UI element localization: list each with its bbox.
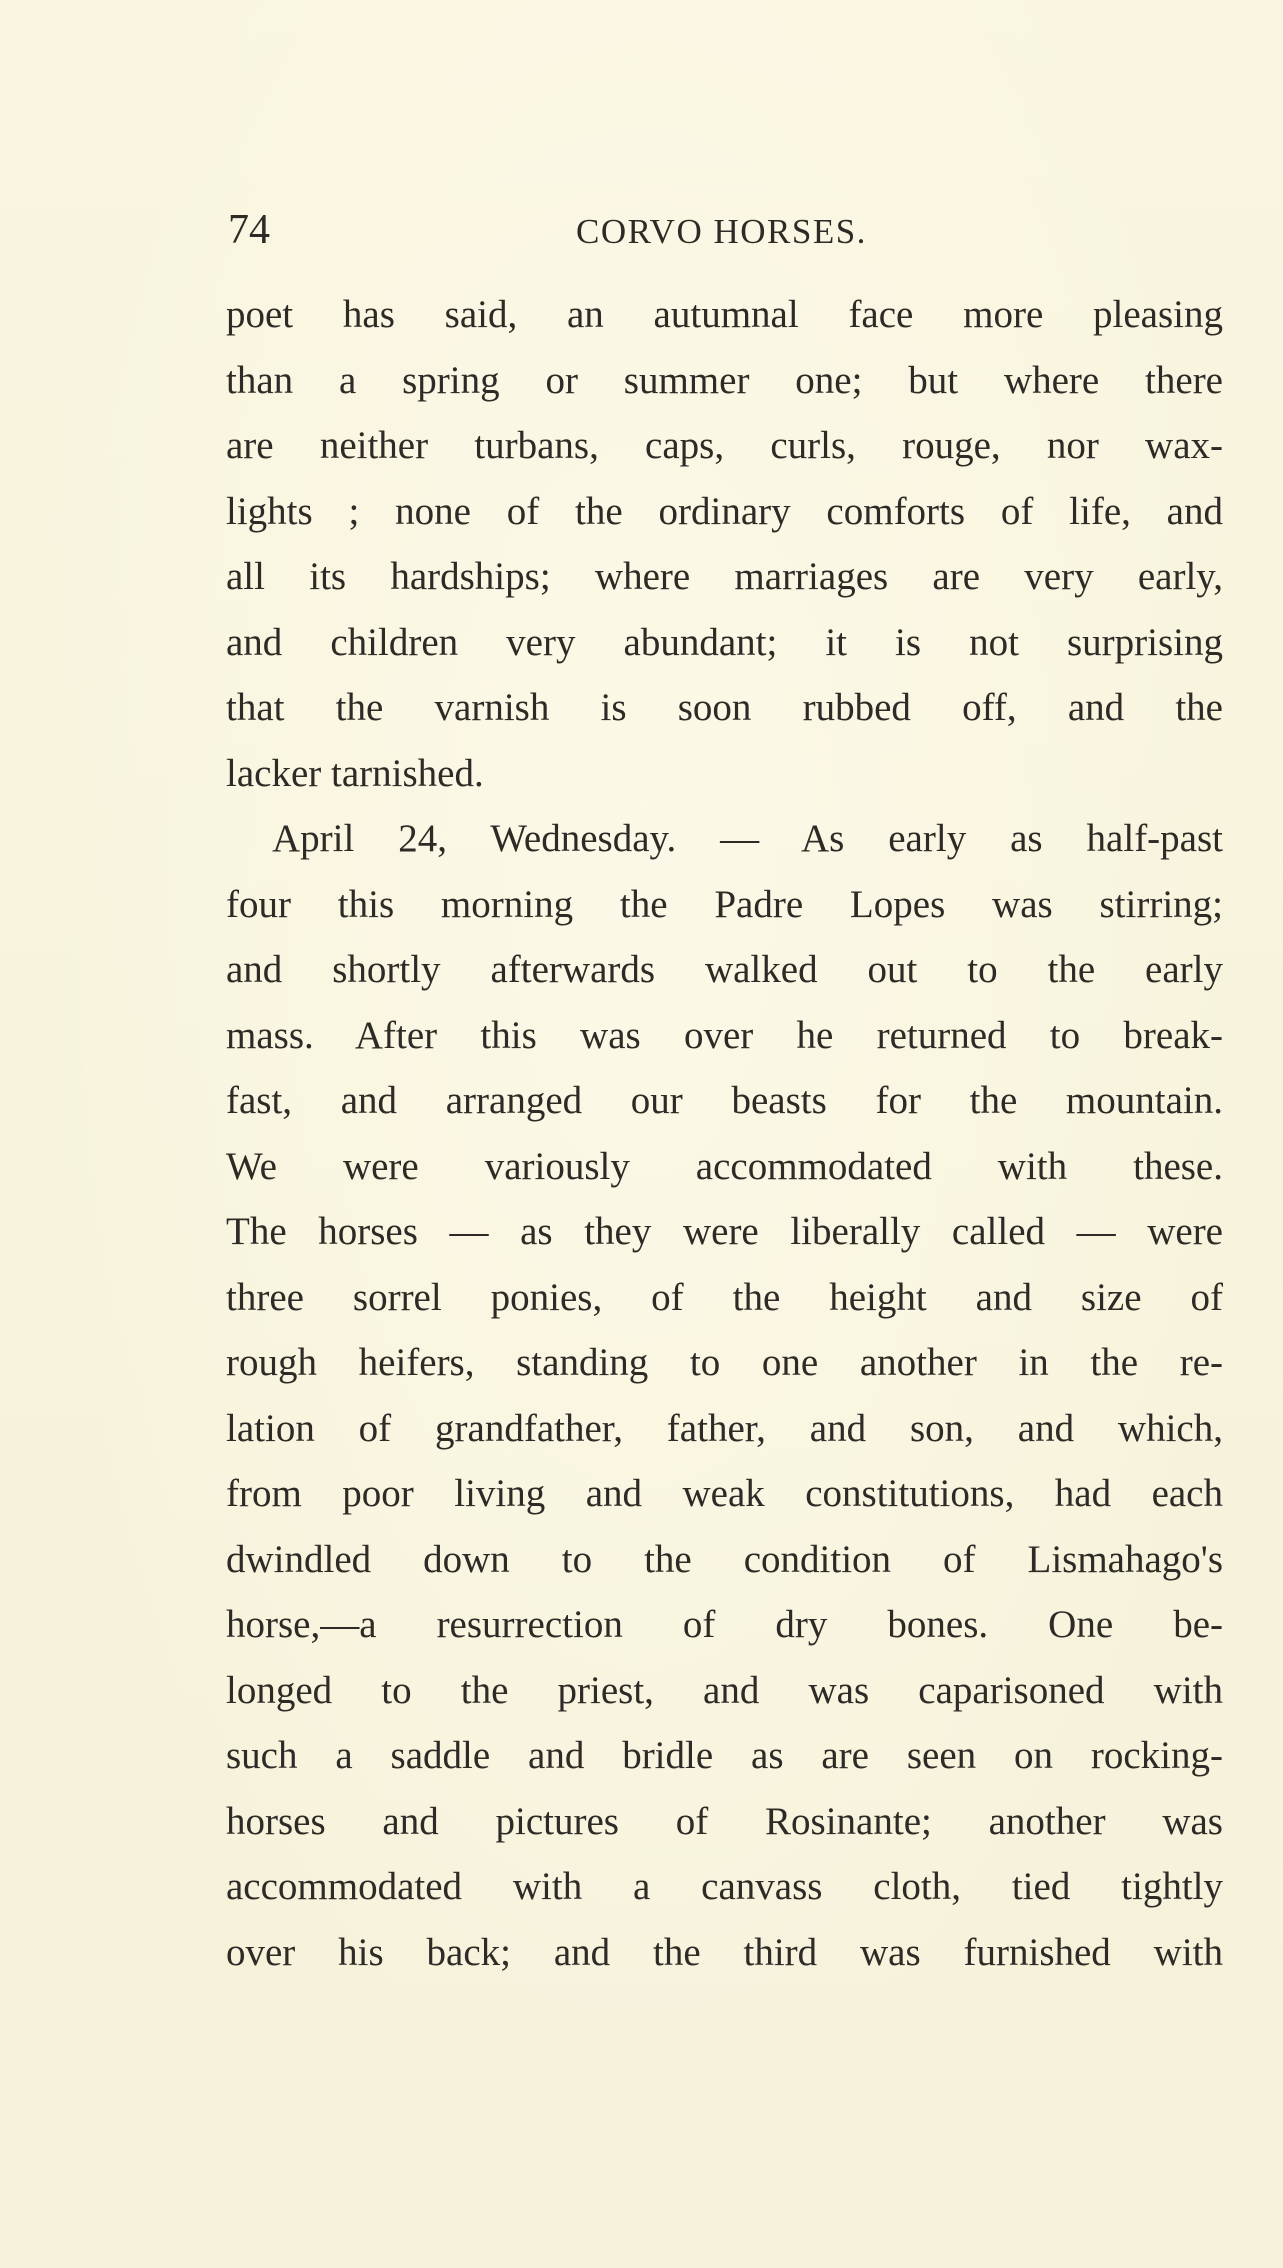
text-line: rough heifers, standing to one another in the re- xyxy=(226,1341,1223,1384)
text-line: and children very abundant; it is not surprising xyxy=(226,620,1223,664)
text-line: April 24, Wednesday. — As early as half-past xyxy=(272,817,1223,860)
body-text xyxy=(226,282,1223,1985)
paragraph-2 xyxy=(226,806,1223,1985)
text-line: accommodated with a canvass cloth, tied tightly xyxy=(226,1865,1223,1908)
text-line: dwindled down to the condition of Lismahago's xyxy=(226,1537,1223,1581)
text-line: from poor living and weak constitutions, had each xyxy=(226,1472,1223,1515)
paragraph-1 xyxy=(226,282,1223,806)
page-number: 74 xyxy=(228,207,270,253)
text-line: We were variously accommodated with these. xyxy=(226,1144,1223,1188)
text-line: such a saddle and bridle as are seen on rocking- xyxy=(226,1734,1223,1777)
text-line: four this morning the Padre Lopes was stirring; xyxy=(226,882,1223,926)
text-line: The horses — as they were liberally called — were xyxy=(226,1210,1223,1253)
text-line: that the varnish is soon rubbed off, and the xyxy=(226,686,1223,729)
text-line: mass. After this was over he returned to break- xyxy=(226,1013,1223,1057)
text-line: than a spring or summer one; but where there xyxy=(226,358,1223,402)
text-line: longed to the priest, and was caparisoned with xyxy=(226,1668,1223,1712)
text-line: lation of grandfather, father, and son, and which, xyxy=(226,1406,1223,1450)
text-line: poet has said, an autumnal face more pleasing xyxy=(226,293,1223,336)
text-line: lacker tarnished. xyxy=(226,751,484,795)
text-line: over his back; and the third was furnished with xyxy=(226,1930,1223,1974)
text-line: three sorrel ponies, of the height and size of xyxy=(226,1275,1223,1319)
text-line: are neither turbans, caps, curls, rouge, nor wax- xyxy=(226,424,1223,467)
running-title: CORVO HORSES. xyxy=(576,212,867,251)
text-line: fast, and arranged our beasts for the mountain. xyxy=(226,1079,1223,1122)
text-line: horses and pictures of Rosinante; another was xyxy=(226,1799,1223,1843)
text-line: and shortly afterwards walked out to the early xyxy=(226,948,1223,991)
page-header xyxy=(228,200,1218,260)
text-line: all its hardships; where marriages are very early, xyxy=(226,555,1223,598)
text-line: horse,—a resurrection of dry bones. One be- xyxy=(226,1603,1223,1646)
text-line: lights ; none of the ordinary comforts of life, and xyxy=(226,489,1223,533)
